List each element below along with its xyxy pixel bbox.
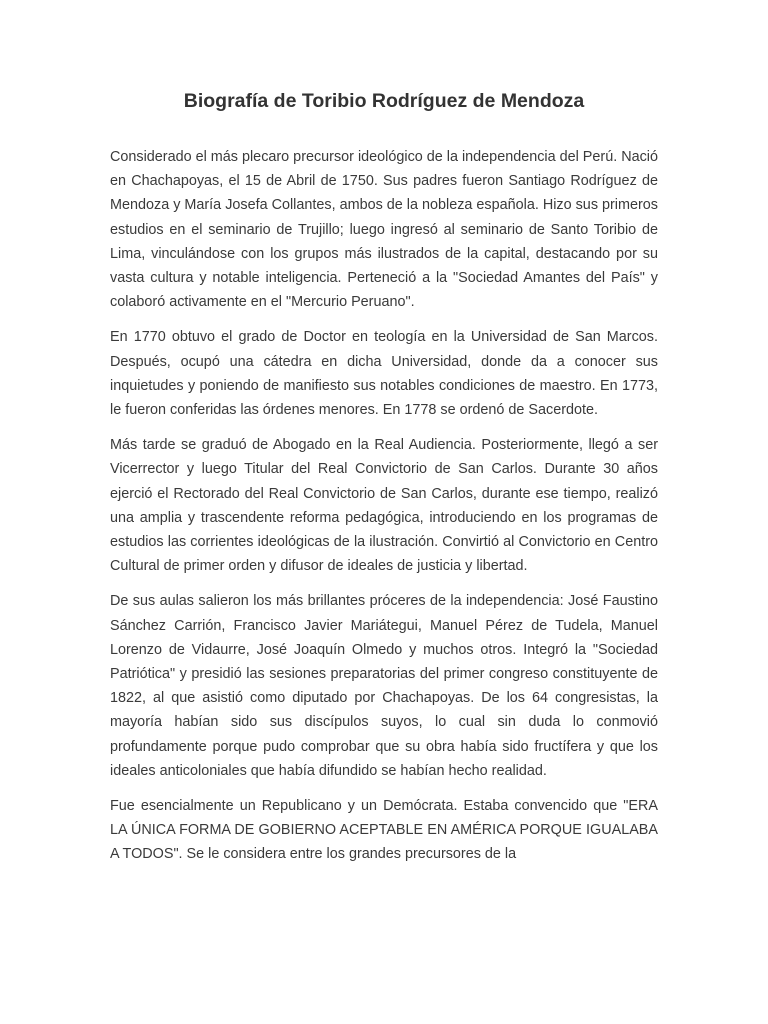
paragraph-3: Más tarde se graduó de Abogado en la Real Audiencia. Posteriormente, llegó a ser Vicerrector y luego Titular del Real Convictorio de San Carlos. Durante 30 años ejerció el Rectorado del Real Convictorio de San Carlos, durante ese tiempo, realizó una amplia y trascendente reforma pedagógica, introduciendo en los programas de estudios las corrientes ideológicas de la ilustración. Convirtió al Convictorio en Centro Cultural de primer orden y difusor de ideales de justicia y libertad. xyxy=(110,437,658,575)
paragraph-1: Considerado el más plecaro precursor ideológico de la independencia del Perú. Nació en Chachapoyas, el 15 de Abril de 1750. Sus padres fueron Santiago Rodríguez de Mendoza y María Josefa Collantes, ambos de la nobleza española. Hizo sus primeros estudios en el seminario de Trujillo; luego ingresó al seminario de Santo Toribio de Lima, vinculándose con los grupos más ilustrados de la capital, destacando por su vasta cultura y notable inteligencia. Perteneció a la "Sociedad Amantes del País" y colaboró activamente en el "Mercurio Peruano". xyxy=(110,149,658,311)
paragraph-4: De sus aulas salieron los más brillantes próceres de la independencia: José Faustino Sánchez Carrión, Francisco Javier Mariátegui, Manuel Pérez de Tudela, Manuel Lorenzo de Vidaurre, José Joaquín Olmedo y muchos otros. Integró la "Sociedad Patriótica" y presidió las sesiones preparatorias del primer congreso constituyente de 1822, al que asistió como diputado por Chachapoyas. De los 64 congresistas, la mayoría habían sido sus discípulos suyos, lo cual sin duda lo conmovió profundamente porque pudo comprobar que su obra había sido fructífera y que los ideales anticoloniales que había difundido se habían hecho realidad. xyxy=(110,593,658,779)
document-title: Biografía de Toribio Rodríguez de Mendoza xyxy=(183,90,585,112)
paragraph-5: Fue esencialmente un Republicano y un Demócrata. Estaba convencido que "ERA LA ÚNICA FORMA DE GOBIERNO ACEPTABLE EN AMÉRICA PORQUE IGUALABA A TODOS". Se le considera entre los grandes precursores de la xyxy=(110,798,658,863)
paragraph-2: En 1770 obtuvo el grado de Doctor en teología en la Universidad de San Marcos. Después, ocupó una cátedra en dicha Universidad, donde da a conocer sus inquietudes y poniendo de manifiesto sus notables condiciones de maestro. En 1773, le fueron conferidas las órdenes menores. En 1778 se ordenó de Sacerdote. xyxy=(110,329,658,419)
